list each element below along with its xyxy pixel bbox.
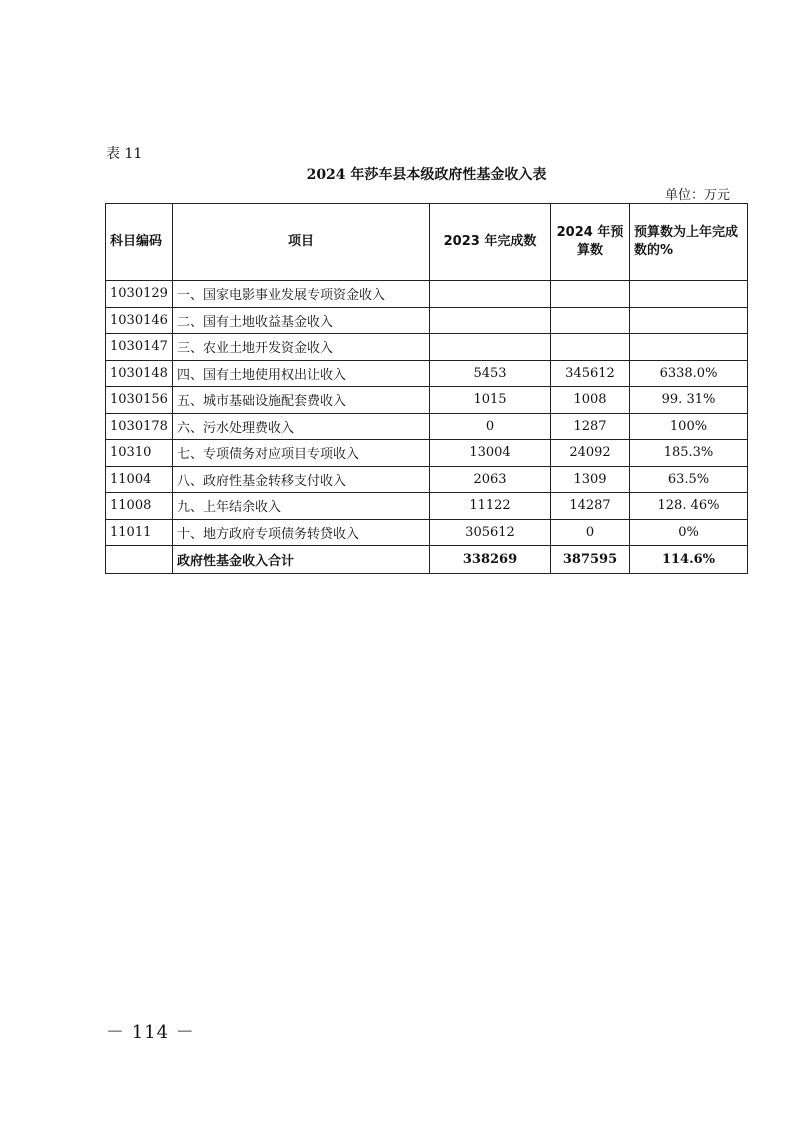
table-row bbox=[106, 387, 748, 414]
cell-percent: 100% bbox=[630, 413, 748, 440]
total-percent: 114.6% bbox=[630, 546, 748, 574]
cell-2024: 0 bbox=[551, 519, 630, 546]
cell-2023: 1015 bbox=[430, 387, 551, 414]
cell-code: 1030178 bbox=[106, 413, 173, 440]
cell-2023: 2063 bbox=[430, 466, 551, 493]
cell-percent: 6338.0% bbox=[630, 360, 748, 387]
cell-2024: 345612 bbox=[551, 360, 630, 387]
table-row bbox=[106, 413, 748, 440]
table-row bbox=[106, 307, 748, 334]
cell-code: 1030147 bbox=[106, 334, 173, 361]
header-item: 项目 bbox=[173, 204, 430, 281]
cell-code: 11011 bbox=[106, 519, 173, 546]
cell-code: 1030146 bbox=[106, 307, 173, 334]
cell-2023: 5453 bbox=[430, 360, 551, 387]
cell-code: 1030129 bbox=[106, 281, 173, 308]
cell-percent: 185.3% bbox=[630, 440, 748, 467]
cell-item: 八、政府性基金转移支付收入 bbox=[173, 466, 430, 493]
header-2024-budget: 2024 年预算数 bbox=[551, 204, 630, 281]
table-row bbox=[106, 440, 748, 467]
cell-2024: 14287 bbox=[551, 493, 630, 520]
page-number: － 114 － bbox=[106, 1022, 195, 1043]
cell-item: 十、地方政府专项债务转贷收入 bbox=[173, 519, 430, 546]
header-percent: 预算数为上年完成数的% bbox=[630, 204, 748, 281]
cell-item: 九、上年结余收入 bbox=[173, 493, 430, 520]
cell-code: 11004 bbox=[106, 466, 173, 493]
table-row bbox=[106, 519, 748, 546]
cell-percent bbox=[630, 281, 748, 308]
cell-code: 1030148 bbox=[106, 360, 173, 387]
cell-2024 bbox=[551, 281, 630, 308]
table-header-row bbox=[106, 204, 748, 281]
cell-item: 三、农业土地开发资金收入 bbox=[173, 334, 430, 361]
cell-2023 bbox=[430, 307, 551, 334]
cell-2024 bbox=[551, 307, 630, 334]
header-code: 科目编码 bbox=[106, 204, 173, 281]
cell-percent: 99. 31% bbox=[630, 387, 748, 414]
cell-percent bbox=[630, 307, 748, 334]
header-2023-actual: 2023 年完成数 bbox=[430, 204, 551, 281]
cell-2023 bbox=[430, 334, 551, 361]
cell-2023: 305612 bbox=[430, 519, 551, 546]
cell-item: 一、国家电影事业发展专项资金收入 bbox=[173, 281, 430, 308]
cell-2023: 13004 bbox=[430, 440, 551, 467]
total-item: 政府性基金收入合计 bbox=[173, 546, 430, 574]
cell-item: 二、国有土地收益基金收入 bbox=[173, 307, 430, 334]
cell-item: 六、污水处理费收入 bbox=[173, 413, 430, 440]
table-number-label: 表 11 bbox=[106, 146, 143, 162]
cell-percent bbox=[630, 334, 748, 361]
table-row bbox=[106, 281, 748, 308]
cell-code: 10310 bbox=[106, 440, 173, 467]
page-title: 2024 年莎车县本级政府性基金收入表 bbox=[306, 167, 547, 183]
total-2024: 387595 bbox=[551, 546, 630, 574]
cell-2024: 1309 bbox=[551, 466, 630, 493]
cell-code: 11008 bbox=[106, 493, 173, 520]
table-row bbox=[106, 334, 748, 361]
total-row bbox=[106, 546, 748, 574]
cell-2023: 0 bbox=[430, 413, 551, 440]
cell-code: 1030156 bbox=[106, 387, 173, 414]
cell-2024: 1008 bbox=[551, 387, 630, 414]
cell-2023: 11122 bbox=[430, 493, 551, 520]
table-row bbox=[106, 466, 748, 493]
cell-item: 五、城市基础设施配套费收入 bbox=[173, 387, 430, 414]
cell-2024: 1287 bbox=[551, 413, 630, 440]
fund-revenue-table bbox=[105, 203, 748, 574]
cell-item: 四、国有土地使用权出让收入 bbox=[173, 360, 430, 387]
cell-2024: 24092 bbox=[551, 440, 630, 467]
table-row bbox=[106, 360, 748, 387]
table-row bbox=[106, 493, 748, 520]
cell-percent: 63.5% bbox=[630, 466, 748, 493]
cell-item: 七、专项债务对应项目专项收入 bbox=[173, 440, 430, 467]
total-2023: 338269 bbox=[430, 546, 551, 574]
cell-percent: 128. 46% bbox=[630, 493, 748, 520]
cell-2024 bbox=[551, 334, 630, 361]
cell-2023 bbox=[430, 281, 551, 308]
total-code bbox=[106, 546, 173, 574]
unit-label: 单位：万元 bbox=[664, 188, 730, 203]
cell-percent: 0% bbox=[630, 519, 748, 546]
